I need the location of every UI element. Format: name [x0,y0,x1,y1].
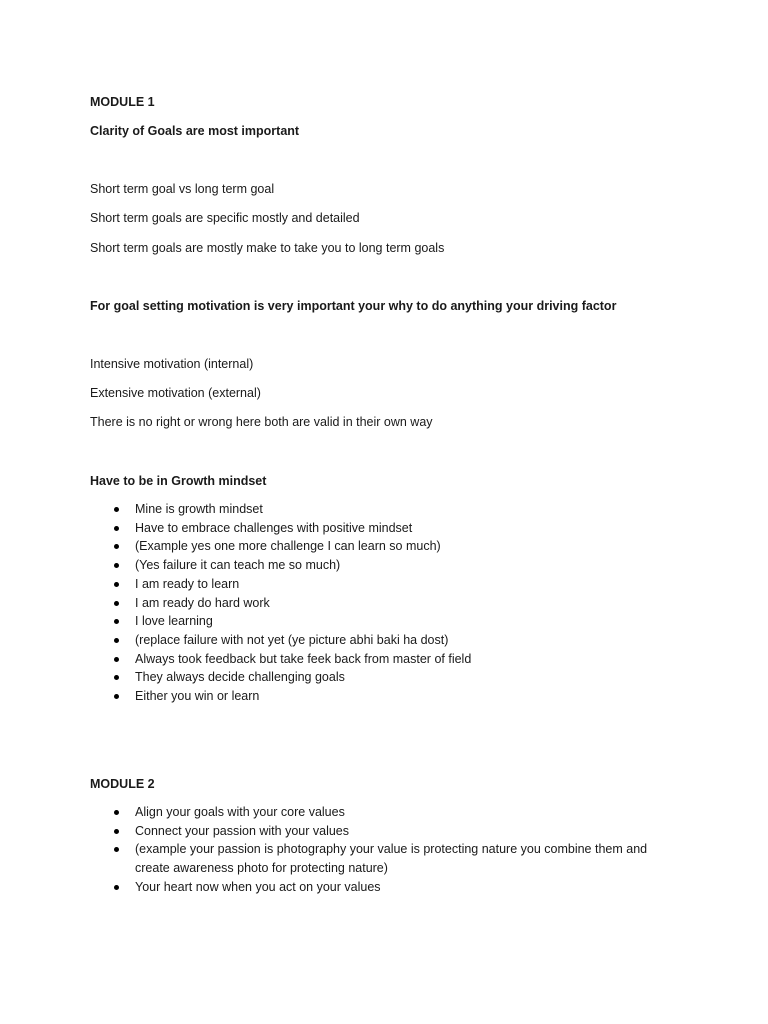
bullet-icon [114,675,119,680]
bullet-icon [114,810,119,815]
module-1-heading: MODULE 1 [90,95,155,109]
list-item: (Example yes one more challenge I can learn so much) [90,537,471,556]
bullet-icon [114,694,119,699]
list-item: I am ready to learn [90,575,471,594]
module-2-heading: MODULE 2 [90,777,155,791]
motivation-line: Extensive motivation (external) [90,386,261,400]
goal-line: Short term goals are specific mostly and detailed [90,211,360,225]
bullet-icon [114,619,119,624]
bullet-icon [114,544,119,549]
bullet-icon [114,563,119,568]
list-item: (Yes failure it can teach me so much) [90,556,471,575]
list-item: (example your passion is photography your value is protecting nature you combine them and create awareness photo for protecting nature) [90,840,675,877]
list-item: I am ready do hard work [90,594,471,613]
list-item: Align your goals with your core values [90,803,675,822]
list-item: Your heart now when you act on your values [90,878,675,897]
list-item: (replace failure with not yet (ye picture abhi baki ha dost) [90,631,471,650]
module-2-list [90,803,675,897]
motivation-line: Intensive motivation (internal) [90,357,254,371]
bullet-icon [114,829,119,834]
list-item: They always decide challenging goals [90,668,471,687]
growth-mindset-list [90,500,471,706]
goal-line: Short term goals are mostly make to take you to long term goals [90,241,445,255]
list-item: Connect your passion with your values [90,822,675,841]
growth-mindset-heading: Have to be in Growth mindset [90,474,267,488]
bullet-icon [114,601,119,606]
bullet-icon [114,582,119,587]
list-item: I love learning [90,612,471,631]
module-1-subheading: Clarity of Goals are most important [90,124,300,138]
bullet-icon [114,526,119,531]
list-item: Mine is growth mindset [90,500,471,519]
bullet-icon [114,885,119,890]
list-item: Always took feedback but take feek back from master of field [90,650,471,669]
list-item: Either you win or learn [90,687,471,706]
goal-line: Short term goal vs long term goal [90,182,275,196]
bullet-icon [114,657,119,662]
bullet-icon [114,638,119,643]
bullet-icon [114,507,119,512]
motivation-heading: For goal setting motivation is very important your why to do anything your driving factor [90,299,617,313]
motivation-line: There is no right or wrong here both are valid in their own way [90,415,433,429]
list-item: Have to embrace challenges with positive mindset [90,519,471,538]
bullet-icon [114,847,119,852]
